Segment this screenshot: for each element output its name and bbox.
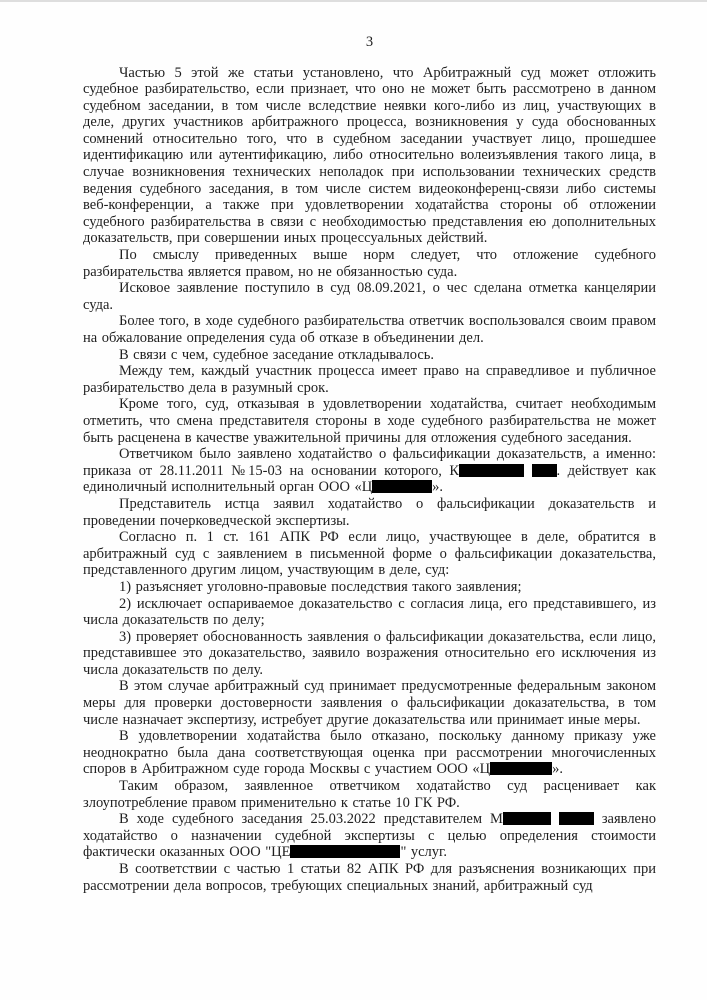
redaction-bar bbox=[372, 480, 432, 493]
paragraph-1: Частью 5 этой же статьи установлено, что Арбитражный суд может отложить судебное разбирательство, если признает, что оно не может быть рассмотрено в данном судебном заседании, в том числе вследствие неявки кого-либо из лиц, участвующих в деле, других участников арбитражного процесса, возникновения у суда обоснованных сомнений относительно того, что в судебном заседании участвует лицо, прошедшее идентификацию или аутентификацию, либо относительно волеизъявления такого лица, в случае возникновения технических неполадок при использовании технических средств ведения судебного заседания, в том числе систем видеоконференц-связи либо системы веб-конференции, а также при удовлетворении ходатайства стороны об отложении судебного разбирательства в связи с необходимостью представления ею дополнительных доказательств, при совершении иных процессуальных действий. bbox=[83, 64, 656, 247]
redaction-bar bbox=[490, 762, 552, 775]
redaction-bar bbox=[459, 464, 524, 477]
paragraph-15: В удовлетворении ходатайства было отказано, поскольку данному приказу уже неоднократно была дана соответствующая оценка при рассмотрении многочисленных споров в Арбитражном суде города Москвы с участием ООО «Ц ». bbox=[83, 728, 656, 778]
document-body bbox=[83, 65, 656, 895]
page-number: 3 bbox=[365, 34, 374, 50]
paragraph-17: В ходе судебного заседания 25.03.2022 представителем М заявлено ходатайство о назначении судебной экспертизы с целью определения стоимости фактически оказанных ООО "ЦЕ " услуг. bbox=[83, 811, 657, 861]
paragraph-10: Согласно п. 1 ст. 161 АПК РФ если лицо, участвующее в деле, обратится в арбитражный суд с заявлением в письменной форме о фальсификации доказательства, представленного другим лицом, участвующим в деле, суд: bbox=[83, 529, 656, 579]
paragraph-4: Более того, в ходе судебного разбирательства ответчик воспользовался своим правом на обжалование определения суда об отказе в объединении дел. bbox=[83, 313, 656, 346]
paragraph-13: 3) проверяет обоснованность заявления о фальсификации доказательства, если лицо, представившее это доказательство, заявило возражения относительно его исключения из числа доказательств по делу. bbox=[83, 628, 656, 678]
document-content bbox=[83, 34, 656, 894]
paragraph-6: Между тем, каждый участник процесса имеет право на справедливое и публичное разбирательство дела в разумный срок. bbox=[83, 363, 656, 396]
paragraph-12: 2) исключает оспариваемое доказательство с согласия лица, его представившего, из числа доказательств по делу; bbox=[83, 595, 656, 629]
paragraph-2: По смыслу приведенных выше норм следует, что отложение судебного разбирательства является правом, но не обязанностью суда. bbox=[83, 247, 656, 280]
scan-edge-artifact bbox=[0, 0, 707, 2]
paragraph-14: В этом случае арбитражный суд принимает предусмотренные федеральным законом меры для проверки достоверности заявления о фальсификации доказательства, в том числе назначает экспертизу, истребует другие доказательства или принимает иные меры. bbox=[83, 678, 656, 728]
paragraph-5: В связи с чем, судебное заседание откладывалось. bbox=[119, 346, 435, 363]
paragraph-9: Представитель истца заявил ходатайство о фальсификации доказательств и проведении почерковедческой экспертизы. bbox=[83, 495, 656, 529]
paragraph-7: Кроме того, суд, отказывая в удовлетворении ходатайства, считает необходимым отметить, что смена представителя стороны в ходе судебного разбирательства не может быть расценена в качестве уважительной причины для отложения судебного заседания. bbox=[83, 396, 656, 446]
redaction-bar bbox=[532, 464, 557, 477]
paragraph-8: Ответчиком было заявлено ходатайство о фальсификации доказательств, а именно: приказа от 28.11.2011 №15-03 на основании которого, К . действует как единоличный исполнительный орган ООО «Ц ». bbox=[83, 446, 657, 496]
paragraph-16: Таким образом, заявленное ответчиком ходатайство суд расценивает как злоупотребление правом применительно к статье 10 ГК РФ. bbox=[83, 778, 656, 811]
redaction-bar bbox=[503, 812, 551, 825]
redaction-bar bbox=[559, 812, 594, 825]
paragraph-3: Исковое заявление поступило в суд 08.09.2021, о чес сделана отметка канцелярии суда. bbox=[83, 280, 656, 313]
paragraph-18: В соответствии с частью 1 статьи 82 АПК РФ для разъяснения возникающих при рассмотрении дела вопросов, требующих специальных знаний, арбитражный суд bbox=[83, 861, 656, 894]
paragraph-11: 1) разъясняет уголовно-правовые последствия такого заявления; bbox=[119, 578, 522, 595]
redaction-bar bbox=[290, 845, 400, 858]
